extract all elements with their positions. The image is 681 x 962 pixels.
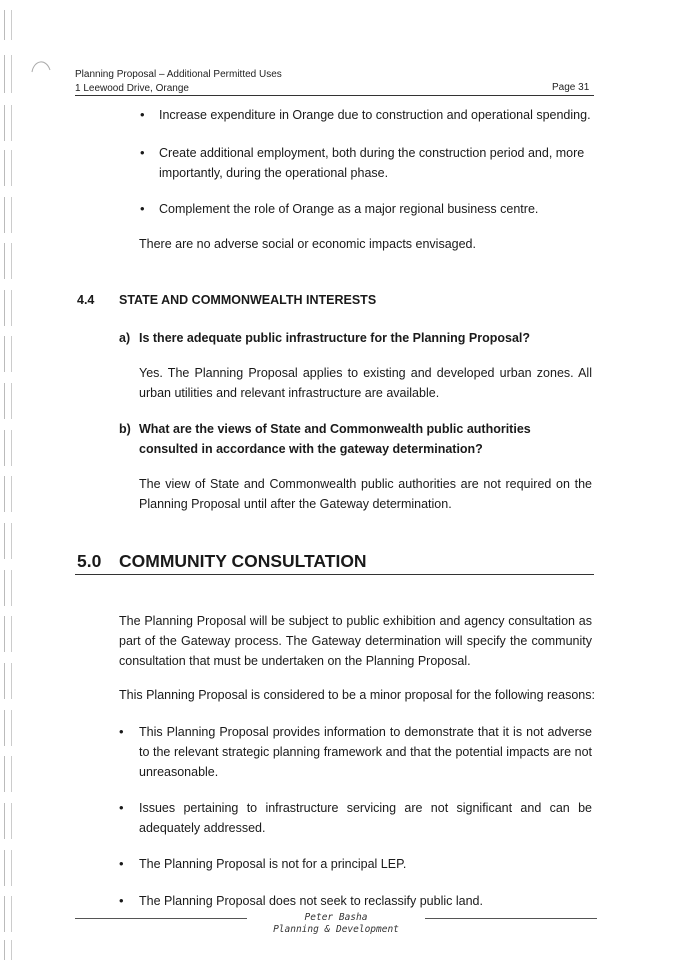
binding-mark (4, 336, 12, 372)
binding-mark (4, 476, 12, 512)
minor-proposal-paragraph: This Planning Proposal is considered to be a minor proposal for the following reasons: (119, 688, 595, 702)
binding-mark (4, 756, 12, 792)
binding-mark (4, 10, 12, 40)
question-text: Is there adequate public infrastructure for the Planning Proposal? (139, 331, 531, 345)
binding-mark (4, 197, 12, 233)
binding-mark (4, 290, 12, 326)
answer-text: The view of State and Commonwealth public authorities are not required on the Planning Proposal until after the Gateway determination. (139, 477, 592, 511)
binding-mark (4, 803, 12, 839)
question-label: a) (119, 331, 131, 345)
binding-mark (4, 896, 12, 932)
list-item: Issues pertaining to infrastructure servicing are not significant and can be adequately addressed. (139, 801, 592, 835)
section-number: 5.0 (77, 551, 102, 571)
binding-mark (4, 710, 12, 746)
binding-mark (4, 570, 12, 606)
binding-mark (4, 850, 12, 886)
footer-author: Peter Basha (304, 912, 368, 923)
bullet-icon: • (119, 856, 124, 871)
question-label: b) (119, 422, 131, 436)
binding-mark (4, 105, 12, 141)
binding-mark (4, 430, 12, 466)
binding-mark (4, 663, 12, 699)
bullet-icon: • (140, 107, 145, 122)
list-item: The Planning Proposal is not for a principal LEP. (139, 857, 407, 871)
footer-firm: Planning & Development (273, 924, 399, 935)
bullet-icon: • (140, 201, 145, 216)
question-text: What are the views of State and Commonwealth public authorities consulted in accordance with the gateway determination? (139, 422, 531, 456)
answer-text: Yes. The Planning Proposal applies to existing and developed urban zones. All urban utilities and relevant infrastructure are available. (139, 366, 592, 400)
header-subtitle: 1 Leewood Drive, Orange (75, 83, 189, 94)
header-rule (75, 95, 594, 96)
section-title: COMMUNITY CONSULTATION (119, 551, 367, 571)
header-title: Planning Proposal – Additional Permitted Uses (75, 69, 282, 80)
bullet-icon: • (119, 724, 124, 739)
section-number: 4.4 (77, 293, 95, 307)
binding-mark (4, 243, 12, 279)
consultation-paragraph: The Planning Proposal will be subject to public exhibition and agency consultation as part of the Gateway process. The Gateway determination will specify the community consultation that must be undertaken on the Planning Proposal. (119, 614, 592, 668)
footer-rule-right (425, 918, 597, 919)
binding-mark (4, 616, 12, 652)
binding-mark (4, 940, 12, 960)
section-heading: STATE AND COMMONWEALTH INTERESTS (119, 293, 377, 307)
no-adverse-paragraph: There are no adverse social or economic impacts envisaged. (139, 237, 476, 251)
list-item: Complement the role of Orange as a major regional business centre. (159, 202, 539, 216)
binding-mark (4, 523, 12, 559)
bullet-icon: • (140, 145, 145, 160)
list-item: The Planning Proposal does not seek to reclassify public land. (139, 894, 483, 908)
bullet-icon: • (119, 893, 124, 908)
binding-ring-icon (28, 56, 54, 76)
binding-mark (4, 383, 12, 419)
section-rule (75, 574, 594, 575)
list-item: Create additional employment, both during the construction period and, more importantly, during the operational phase. (159, 146, 585, 180)
bullet-icon: • (119, 800, 124, 815)
page-number: Page 31 (552, 82, 590, 93)
binding-mark (4, 150, 12, 186)
list-item: Increase expenditure in Orange due to construction and operational spending. (159, 108, 591, 122)
footer-rule-left (75, 918, 247, 919)
list-item: This Planning Proposal provides information to demonstrate that it is not adverse to the relevant strategic planning framework and that the potential impacts are not unreasonable. (139, 725, 592, 779)
binding-mark (4, 55, 12, 93)
